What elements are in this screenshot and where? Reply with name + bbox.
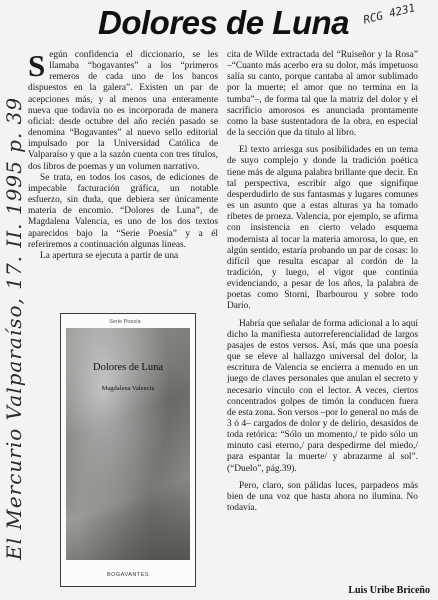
paragraph-5: El texto arriesga sus posibilidades en un tema de suyo complejo y donde la tradición poética tiene más de alguna palabra brillante que decir. En tal perspectiva, escribir algo que signifique desperdudirlo de sus fantasmas y lugares comunes es un asunto que a estas alturas ya ha tomado ribetes de proeza. Valencia, por ejemplo, se afirma con insistencia en cierto velado esquema modernista al tocar la materia amorosa, lo que, en algún sentido, estaría probando un par de cosas: lo difícil que resulta escapar al cordón de la tradición, y luego, el vigor que continúa evidenciando, a pesar de los años, la palabra de poetas como Storni, Ibarbourou y sobre todo Darío.	[227, 145, 418, 312]
cover-title: Dolores de Luna	[93, 362, 163, 373]
author-signature: Luis Uribe Briceño	[348, 585, 430, 596]
right-column	[227, 50, 418, 595]
paragraph-6: Habría que señalar de forma adicional a lo aquí dicho la manifiesta autorreferencialidad de largos pasajes de estos versos. Así, más que una poesía que se eleve al hallazgo universal del dolor, la escritura de Valencia se encierra a menudo en un juego de claves personales que anulan el secreto y necesario vínculo con el lector. A veces, ciertos concentrados golpes de timón la conducen fuera de esta zona. Son versos –por lo general no más de 3 ó 4– cargados de dolor y de delirio, desasidos de toda retórica: “Sólo un momento,/ te pido sólo un minuto casi eterno,/ para despedirme del miedo,/ para espantar la muerte/ y abrazarme al sol”. (“Duelo”, pág.39).	[227, 318, 418, 474]
paragraph-7: Pero, claro, son pálidas luces, parpadeos más bien de una voz que hasta ahora no ilumina. No todavía.	[227, 480, 418, 514]
paragraph-4: cita de Wilde extractada del “Ruiseñor y la Rosa” –“Cuanto más acerbo era su dolor, más impetuoso salía su canto, porque cantaba al amor sublimado por la muerte; el amor que no termina en la tumba”–, de forma tal que la matriz del dolor y el sacrificio amorosos es anunciada prontamente como la base sustentadora de la obra, en especial de la sección que da título al libro.	[227, 50, 418, 139]
handwritten-source-note: El Mercurio Valparaíso, 17. II. 1995 p. 39	[2, 96, 26, 560]
paragraph-2: Se trata, en todos los casos, de ediciones de impecable facturación gráfica, un notable esfuerzo, sin duda, que debiera ser únicamente materia de encomio. “Dolores de Luna”, de Magdalena Valencia, es uno de los dos textos aparecidos bajo la “Serie Poesía” y a él referiremos a continuación algunas líneas.	[28, 172, 218, 250]
cover-publisher: BOGAVANTES	[106, 572, 150, 578]
paragraph-1	[28, 50, 218, 173]
cover-series: Serie Poesía	[109, 319, 141, 325]
paragraph-1-text: egún confidencia el diccionario, se les llamaba “bogavantes” a los “primeros remeros de cada uno de los bancos dispuestos en la galera”. Existen un par de acepciones más, y al menos una enteramente nueva que todavía no es incorporada de manera oficial: desde octubre del año recién pasado se denomina “Bogavantes” al nuevo sello editorial impulsado por la Universidad Católica de Valparaíso y que a la sazón cuenta con tres títulos, dos libros de poemas y un volumen narrativo.	[28, 50, 218, 172]
article-title: Dolores de Luna	[98, 4, 350, 41]
drop-cap: S	[28, 50, 46, 83]
book-cover-image	[60, 313, 196, 587]
left-column	[28, 50, 218, 308]
paragraph-3: La apertura se ejecuta a partir de una	[40, 250, 179, 261]
cover-artwork	[66, 328, 190, 560]
archive-code: RCG 4231	[362, 1, 417, 27]
cover-author: Magdalena Valencia	[101, 385, 155, 392]
